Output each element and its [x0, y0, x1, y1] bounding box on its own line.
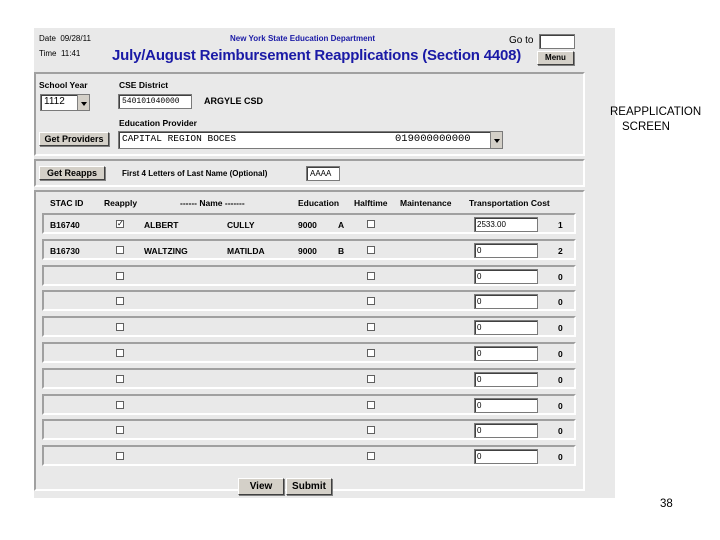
- education-code-cell: A: [338, 220, 345, 230]
- reapply-checkbox[interactable]: ✓: [117, 219, 124, 228]
- department-name: New York State Education Department: [230, 34, 376, 43]
- reapply-checkbox[interactable]: [116, 246, 124, 254]
- halftime-checkbox[interactable]: [367, 323, 375, 331]
- menu-button[interactable]: Menu: [537, 51, 574, 65]
- stac-id-cell: B16730: [50, 245, 80, 256]
- time-label: Time: [39, 49, 57, 58]
- column-header-education: Education: [298, 198, 340, 208]
- row-number: 0: [558, 426, 563, 437]
- column-header-maintenance: Maintenance: [400, 198, 452, 208]
- education-cell: 9000: [298, 245, 317, 256]
- first-name-cell: WALTZING: [144, 245, 188, 256]
- transportation-cost-input[interactable]: 0: [474, 294, 538, 309]
- date-value: 09/28/11: [60, 34, 91, 43]
- row-number: 0: [558, 374, 563, 385]
- school-year-value: 1112: [44, 96, 65, 107]
- row-number: 0: [558, 323, 563, 334]
- transportation-cost-input[interactable]: 0: [474, 346, 538, 361]
- last-name-cell: MATILDA: [227, 245, 265, 256]
- halftime-checkbox[interactable]: [367, 349, 375, 357]
- table-row: [42, 239, 576, 260]
- table-row: [42, 265, 576, 286]
- reapply-checkbox[interactable]: [116, 452, 124, 460]
- table-row: [42, 445, 576, 466]
- slide-caption-line-2: SCREEN: [622, 121, 670, 133]
- education-cell: 9000: [298, 220, 317, 230]
- halftime-checkbox[interactable]: [367, 452, 375, 460]
- cse-district-code-field[interactable]: 540101040000: [118, 94, 192, 109]
- reapply-checkbox[interactable]: [116, 401, 124, 409]
- row-number: 2: [558, 245, 563, 256]
- school-year-select[interactable]: [40, 94, 90, 111]
- column-header-halftime: Halftime: [354, 198, 388, 208]
- halftime-checkbox[interactable]: [367, 375, 375, 383]
- slide-caption: [610, 105, 720, 135]
- halftime-checkbox[interactable]: [367, 426, 375, 434]
- transportation-cost-input[interactable]: 0: [474, 449, 538, 464]
- provider-code: 019000000000: [395, 133, 471, 145]
- slide-caption-line-1: REAPPLICATION: [610, 106, 702, 118]
- reapply-checkbox[interactable]: [116, 375, 124, 383]
- education-code-cell: B: [338, 245, 345, 256]
- halftime-checkbox[interactable]: [367, 401, 375, 409]
- goto-label: Go to: [509, 35, 534, 46]
- column-header-reapply: Reapply: [104, 198, 138, 208]
- last-name-label: First 4 Letters of Last Name (Optional): [122, 169, 268, 178]
- reapply-checkbox[interactable]: [116, 426, 124, 434]
- table-row: [42, 290, 576, 311]
- date-display: [39, 34, 91, 43]
- table-row: [42, 394, 576, 415]
- row-number: 0: [558, 400, 563, 411]
- time-display: [39, 49, 80, 58]
- school-year-label: School Year: [39, 80, 88, 90]
- time-value: 11:41: [60, 49, 81, 58]
- table-row: [42, 419, 576, 440]
- table-row: [42, 368, 576, 389]
- transportation-cost-input[interactable]: 0: [474, 269, 538, 284]
- last-name-cell: CULLY: [227, 220, 255, 230]
- column-header-stac-id: STAC ID: [50, 198, 84, 208]
- stac-id-cell: B16740: [50, 220, 80, 230]
- reapply-checkbox[interactable]: [116, 323, 124, 331]
- table-row: [42, 316, 576, 337]
- column-header-name: ------ Name -------: [180, 198, 245, 208]
- row-number: 0: [558, 271, 563, 282]
- row-number: 0: [558, 297, 563, 308]
- education-provider-select[interactable]: [118, 131, 503, 149]
- last-name-input[interactable]: AAAA: [306, 166, 340, 181]
- date-label: Date: [39, 34, 56, 43]
- transportation-cost-input[interactable]: 2533.00: [474, 217, 538, 232]
- chevron-down-icon[interactable]: [490, 132, 502, 148]
- cse-district-name: ARGYLE CSD: [204, 96, 264, 106]
- transportation-cost-input[interactable]: 0: [474, 243, 538, 258]
- view-button[interactable]: View: [238, 478, 284, 495]
- halftime-checkbox[interactable]: [367, 297, 375, 305]
- halftime-checkbox[interactable]: [367, 272, 375, 280]
- provider-name: CAPITAL REGION BOCES: [122, 133, 237, 144]
- table-row: [42, 342, 576, 363]
- transportation-cost-input[interactable]: 0: [474, 372, 538, 387]
- transportation-cost-input[interactable]: 0: [474, 423, 538, 438]
- get-providers-button[interactable]: Get Providers: [39, 132, 109, 146]
- halftime-checkbox[interactable]: [367, 246, 375, 254]
- reapplication-screen: [34, 28, 615, 498]
- first-name-cell: ALBERT: [144, 220, 179, 230]
- row-number: 0: [558, 349, 563, 359]
- transportation-cost-input[interactable]: 0: [474, 398, 538, 413]
- get-reapps-button[interactable]: Get Reapps: [39, 166, 105, 180]
- reapply-checkbox[interactable]: [116, 297, 124, 305]
- column-header-transportation-cost: Transportation Cost: [469, 198, 550, 208]
- goto-input[interactable]: [539, 34, 575, 49]
- cse-district-label: CSE District: [119, 80, 169, 90]
- chevron-down-icon[interactable]: [77, 95, 89, 110]
- page-title: July/August Reimbursement Reapplications (Section 4408): [112, 47, 522, 64]
- slide-number: 38: [660, 498, 673, 510]
- reapply-checkbox[interactable]: [116, 272, 124, 280]
- transportation-cost-input[interactable]: 0: [474, 320, 538, 335]
- education-provider-label: Education Provider: [119, 118, 197, 128]
- halftime-checkbox[interactable]: [367, 220, 375, 228]
- row-number: 1: [558, 220, 563, 230]
- row-number: 0: [558, 452, 563, 463]
- submit-button[interactable]: Submit: [286, 478, 332, 495]
- table-row: [42, 213, 576, 234]
- reapply-checkbox[interactable]: [116, 349, 124, 357]
